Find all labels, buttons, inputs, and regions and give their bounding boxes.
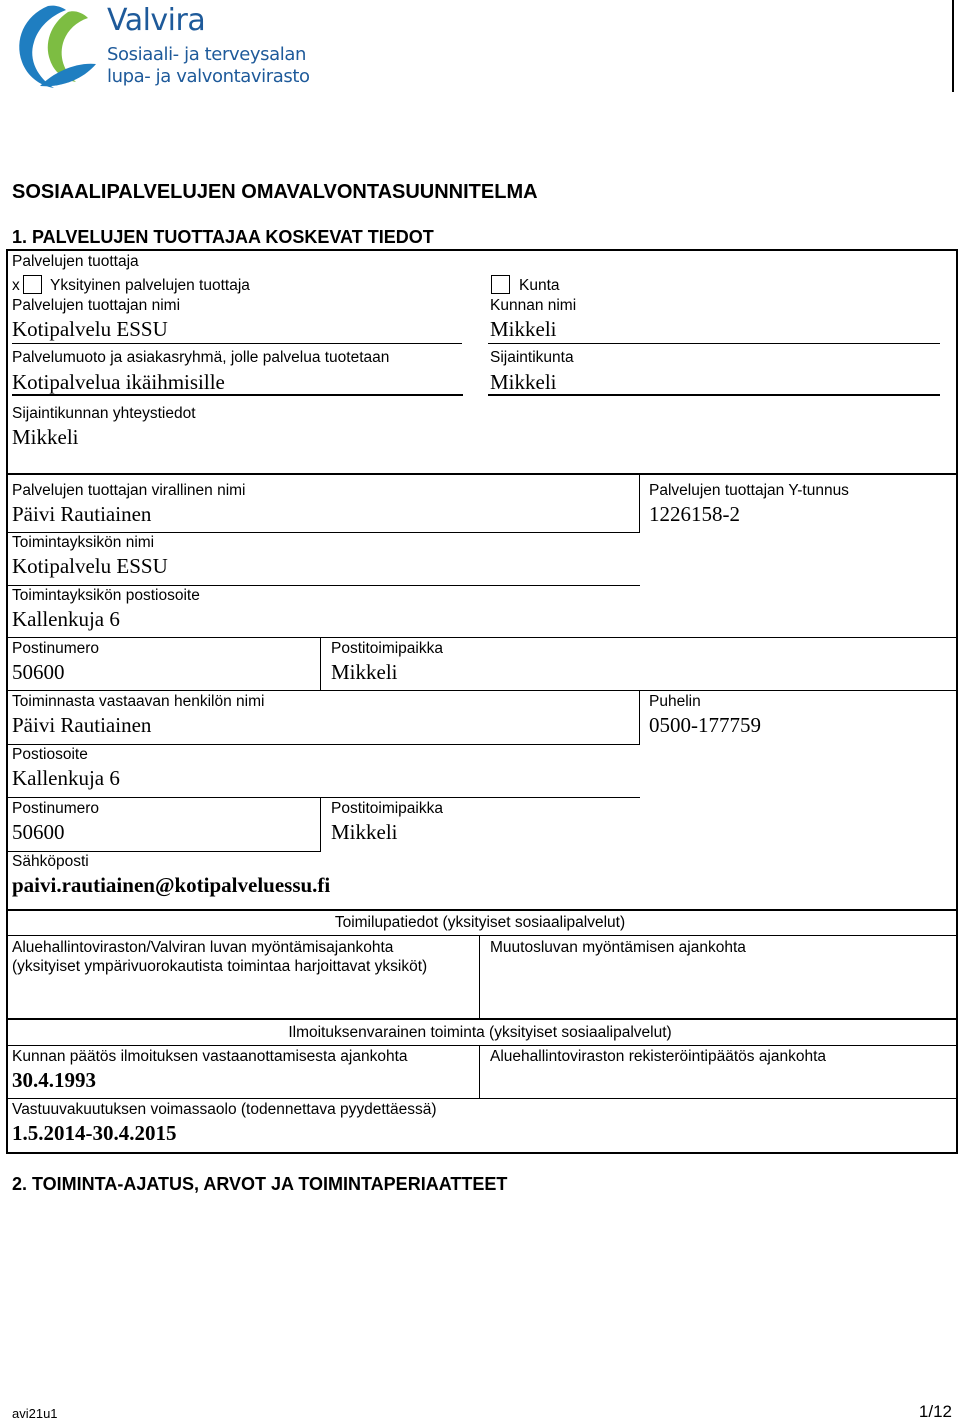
- producer-name-rule: [12, 343, 462, 344]
- valvira-logo-mark-icon: [10, 2, 100, 90]
- postoffice-label: Postitoimipaikka: [331, 640, 443, 657]
- notification-title: Ilmoituksenvarainen toiminta (yksityiset sosiaalipalvelut): [288, 1024, 672, 1041]
- decision-rule: [7, 1098, 956, 1099]
- service-rule: [12, 394, 463, 396]
- ytunnus-left-rule: [639, 474, 640, 533]
- notification-divider: [479, 1046, 480, 1099]
- contact-value: Mikkeli: [12, 425, 79, 449]
- postcode-rule: [7, 690, 956, 691]
- section2-title: 2. TOIMINTA-AJATUS, ARVOT JA TOIMINTAPERIAATTEET: [12, 1174, 508, 1194]
- notification-title-rule: [7, 1045, 956, 1046]
- insurance-value: 1.5.2014-30.4.2015: [12, 1121, 177, 1145]
- document-title: SOSIAALIPALVELUJEN OMAVALVONTASUUNNITELMA: [12, 181, 538, 203]
- address-rule: [7, 797, 640, 798]
- postcode-label: Postinumero: [12, 640, 100, 657]
- box2-left-border: [6, 473, 8, 910]
- ytunnus-label: Palvelujen tuottajan Y-tunnus: [649, 482, 849, 499]
- postoffice2-label: Postitoimipaikka: [331, 800, 443, 817]
- address-value: Kallenkuja 6: [12, 766, 120, 790]
- location-label: Sijaintikunta: [490, 349, 574, 366]
- unit-name-rule: [7, 585, 640, 586]
- insurance-label: Vastuuvakuutuksen voimassaolo (todennettava pyydettäessä): [12, 1101, 437, 1118]
- official-name-label: Palvelujen tuottajan virallinen nimi: [12, 482, 246, 499]
- responsible-label: Toiminnasta vastaavan henkilön nimi: [12, 693, 265, 710]
- producer-label: Palvelujen tuottaja: [12, 253, 139, 270]
- municipality-name-rule: [488, 343, 940, 344]
- private-producer-checkbox[interactable]: [23, 275, 42, 294]
- postcode2-value: 50600: [12, 820, 65, 844]
- postoffice-value: Mikkeli: [331, 660, 398, 684]
- municipality-checkbox[interactable]: [491, 275, 510, 294]
- official-name-rule: [7, 532, 640, 533]
- permits-title: Toimilupatiedot (yksityiset sosiaalipalvelut): [334, 914, 626, 931]
- municipality-name-value: Mikkeli: [490, 317, 557, 341]
- phone-value: 0500-177759: [649, 713, 761, 737]
- box4-bottom-border: [6, 1152, 958, 1154]
- postcode-divider: [320, 638, 321, 690]
- decision-label: Kunnan päätös ilmoituksen vastaanottamisesta ajankohta: [12, 1048, 408, 1065]
- footer-page: 1/12: [918, 1402, 952, 1421]
- official-name-value: Päivi Rautiainen: [12, 502, 152, 526]
- private-producer-label: Yksityinen palvelujen tuottaja: [50, 277, 250, 294]
- logo-name: Valvira: [107, 3, 206, 38]
- contact-label: Sijaintikunnan yhteystiedot: [12, 405, 196, 422]
- decision-value: 30.4.1993: [12, 1068, 96, 1092]
- service-value: Kotipalvelua ikäihmisille: [12, 370, 225, 394]
- logo-line2: lupa- ja valvontavirasto: [107, 66, 310, 87]
- box2-top-border: [6, 473, 958, 475]
- box4-top-border: [6, 1018, 958, 1020]
- box3-top-border: [6, 909, 958, 911]
- unit-name-label: Toimintayksikön nimi: [12, 534, 155, 551]
- permits-title-rule: [7, 935, 956, 936]
- postcode2-divider: [320, 798, 321, 852]
- address-label: Postiosoite: [12, 746, 88, 763]
- postcode2-rule: [7, 851, 321, 852]
- unit-address-value: Kallenkuja 6: [12, 607, 120, 631]
- producer-name-label: Palvelujen tuottajan nimi: [12, 297, 181, 314]
- location-value: Mikkeli: [490, 370, 557, 394]
- ytunnus-value: 1226158-2: [649, 502, 740, 526]
- logo-line1: Sosiaali- ja terveysalan: [107, 44, 307, 65]
- box1-right-border: [956, 249, 958, 474]
- unit-name-value: Kotipalvelu ESSU: [12, 554, 168, 578]
- phone-label: Puhelin: [649, 693, 701, 710]
- permits-divider: [479, 936, 480, 1018]
- private-producer-mark: x: [12, 277, 20, 294]
- email-value: paivi.rautiainen@kotipalveluessu.fi: [12, 873, 331, 897]
- municipality-label: Kunta: [519, 277, 560, 294]
- responsible-rule: [7, 744, 640, 745]
- avi-label-line2: (yksityiset ympärivuorokautista toimintaa harjoittavat yksiköt): [12, 958, 428, 975]
- box1-left-border: [6, 249, 8, 474]
- phone-left-rule: [639, 691, 640, 744]
- unit-address-label: Toimintayksikön postiosoite: [12, 587, 200, 604]
- location-rule: [488, 394, 940, 396]
- box2-right-border: [956, 473, 958, 910]
- section1-title: 1. PALVELUJEN TUOTTAJAA KOSKEVAT TIEDOT: [12, 227, 434, 247]
- valvira-logo: [10, 2, 310, 90]
- service-label: Palvelumuoto ja asiakasryhmä, jolle palvelua tuotetaan: [12, 349, 390, 366]
- postoffice2-value: Mikkeli: [331, 820, 398, 844]
- registry-label: Aluehallintoviraston rekisteröintipäätös ajankohta: [490, 1048, 827, 1065]
- avi-label-line1: Aluehallintoviraston/Valviran luvan myöntämisajankohta: [12, 939, 394, 956]
- postcode2-label: Postinumero: [12, 800, 100, 817]
- change-permit-label: Muutosluvan myöntämisen ajankohta: [490, 939, 746, 956]
- producer-name-value: Kotipalvelu ESSU: [12, 317, 168, 341]
- email-label: Sähköposti: [12, 853, 89, 870]
- box1-top-border: [6, 249, 958, 251]
- municipality-name-label: Kunnan nimi: [490, 297, 577, 314]
- responsible-value: Päivi Rautiainen: [12, 713, 152, 737]
- header-right-rule: [952, 0, 954, 92]
- unit-address-rule: [7, 637, 956, 638]
- footer-code: avi21u1: [12, 1406, 58, 1421]
- postcode-value: 50600: [12, 660, 65, 684]
